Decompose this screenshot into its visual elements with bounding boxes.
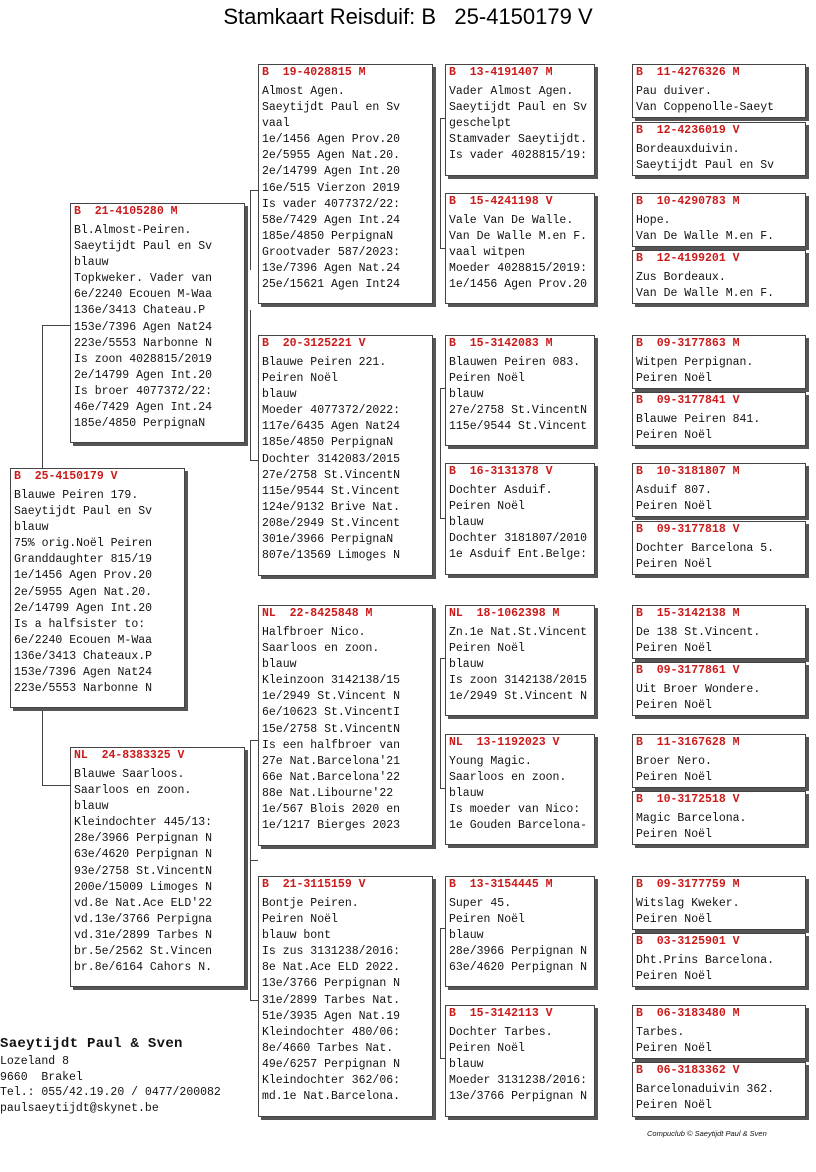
bird-name: Almost Agen. [262, 85, 345, 98]
breeder: Saarloos en zoon. [449, 771, 567, 785]
info-line: 1e/2949 St.Vincent N [262, 690, 401, 704]
connector-line [250, 310, 251, 460]
info-line: 8e/4660 Tarbes Nat. [262, 1041, 394, 1055]
breeder: Saeytijdt Paul en Sv [449, 101, 588, 115]
info-line: Is vader 4077372/22: [262, 197, 401, 211]
pedigree-card-ddss[interactable] [632, 876, 806, 930]
bird-name: Dochter Tarbes. [449, 1026, 553, 1039]
info-line: Kleindochter 445/13: [74, 816, 213, 830]
info-line: 49e/6257 Perpignan N [262, 1057, 401, 1071]
breeder: Saarloos en zoon. [74, 784, 192, 798]
info-line: 1e/2949 St.Vincent N [449, 690, 588, 704]
info-line: 153e/7396 Agen Nat24 [74, 320, 213, 334]
breeder: Peiren Noël [636, 1042, 712, 1056]
pedigree-card-ssdd[interactable] [632, 250, 806, 304]
info-line: 6e/2240 Ecouen M-Waa [14, 633, 153, 647]
bird-name: Dht.Prins Barcelona. [636, 954, 775, 967]
pedigree-card-sddd[interactable] [632, 521, 806, 575]
ring-number: B 09-3177759 M [636, 878, 740, 891]
info-line: 136e/3413 Chateaux.P [14, 649, 153, 663]
bird-name: Magic Barcelona. [636, 812, 747, 825]
pedigree-card-sds[interactable] [445, 335, 595, 446]
ring-number: NL 13-1192023 V [449, 736, 560, 749]
ring-number: B 09-3177863 M [636, 337, 740, 350]
bird-name: Witslag Kweker. [636, 897, 740, 910]
color: blauw [449, 658, 484, 672]
color: blauw [449, 516, 484, 530]
info-line: 124e/9132 Brive Nat. [262, 500, 401, 514]
color: blauw [74, 800, 109, 814]
connector-line [440, 118, 441, 248]
info-line: 136e/3413 Chateau.P [74, 304, 206, 318]
pedigree-card-sss[interactable] [445, 64, 595, 176]
bird-name: Bl.Almost-Peiren. [74, 224, 192, 237]
owner-email[interactable]: paulsaeytijdt@skynet.be [0, 1101, 159, 1115]
ring-number: B 10-3172518 V [636, 793, 740, 806]
pedigree-card-dssd[interactable] [632, 662, 806, 716]
info-line: 185e/4850 PerpignaN [262, 436, 394, 450]
connector-line [250, 190, 258, 191]
breeder: Peiren Noël [636, 642, 712, 656]
info-line: 6e/2240 Ecouen M-Waa [74, 288, 213, 302]
info-line: 117e/6435 Agen Nat24 [262, 420, 401, 434]
info-line: Topkweker. Vader van [74, 272, 213, 286]
ring-number: B 12-4199201 V [636, 252, 740, 265]
info-line: vd.31e/2899 Tarbes N [74, 928, 213, 942]
ring-number: B 15-4241198 V [449, 195, 553, 208]
info-line: 1e/567 Blois 2020 en [262, 803, 401, 817]
breeder: Peiren Noël [449, 500, 525, 514]
breeder: Peiren Noël [449, 372, 525, 386]
ring-number: NL 24-8383325 V [74, 749, 185, 762]
info-line: Moeder 3131238/2016: [449, 1074, 588, 1088]
breeder: Peiren Noël [262, 372, 338, 386]
info-line: 27e Nat.Barcelona'21 [262, 754, 401, 768]
info-line: Moeder 4077372/2022: [262, 404, 401, 418]
pedigree-card-ssds[interactable] [632, 193, 806, 247]
breeder: Peiren Noël [636, 500, 712, 514]
ring-number: B 11-3167628 M [636, 736, 740, 749]
info-line: Is vader 4028815/19: [449, 149, 588, 163]
pedigree-card-sdsd[interactable] [632, 392, 806, 446]
info-line: 1e Asduif Ent.Belge: [449, 548, 588, 562]
ring-number: B 10-4290783 M [636, 195, 740, 208]
info-line: 28e/3966 Perpignan N [449, 945, 588, 959]
bird-name: Asduif 807. [636, 484, 712, 497]
color: blauw [449, 787, 484, 801]
connector-line [250, 740, 251, 860]
bird-name: Vale Van De Walle. [449, 214, 574, 227]
page-title: Stamkaart Reisduif: B 25-4150179 V [223, 4, 593, 29]
bird-name: Pau duiver. [636, 85, 712, 98]
breeder: Van De Walle M.en F. [636, 287, 775, 301]
ring-number: B 19-4028815 M [262, 66, 366, 79]
connector-line [440, 658, 441, 788]
info-line: Is zoon 4028815/2019 [74, 352, 213, 366]
info-line: 115e/9544 St.Vincent [262, 484, 401, 498]
info-line: 185e/4850 PerpignaN [74, 417, 206, 431]
connector-line [440, 388, 441, 518]
connector-line [250, 860, 258, 861]
breeder: Saeytijdt Paul en Sv [74, 240, 213, 254]
connector-line [250, 860, 251, 1000]
breeder: Peiren Noël [636, 913, 712, 927]
pedigree-card-dd[interactable] [258, 876, 433, 1117]
info-line: 2e/14799 Agen Int.20 [74, 368, 213, 382]
pedigree-card-sd[interactable] [258, 335, 433, 576]
ring-number: NL 18-1062398 M [449, 607, 560, 620]
info-line: 28e/3966 Perpignan N [74, 832, 213, 846]
bird-name: De 138 St.Vincent. [636, 626, 761, 639]
ring-number: B 12-4236019 V [636, 124, 740, 137]
ring-number: B 15-3142113 V [449, 1007, 553, 1020]
connector-line [250, 460, 258, 461]
breeder: Saeytijdt Paul en Sv [14, 505, 153, 519]
pedigree-card-sdss[interactable] [632, 335, 806, 389]
info-line: 8e Nat.Ace ELD 2022. [262, 961, 401, 975]
info-line: 1e/1217 Bierges 2023 [262, 819, 401, 833]
pedigree-card-ddsd[interactable] [632, 933, 806, 987]
pedigree-card-sssd[interactable] [632, 122, 806, 176]
ring-number: B 16-3131378 V [449, 465, 553, 478]
ring-number: B 11-4276326 M [636, 66, 740, 79]
breeder: Van De Walle M.en F. [449, 230, 588, 244]
bird-name: Uit Broer Wondere. [636, 683, 761, 696]
bird-name: Bordeauxduivin. [636, 143, 740, 156]
breeder: Peiren Noël [449, 913, 525, 927]
info-line: Moeder 4028815/2019: [449, 262, 588, 276]
bird-name: Halfbroer Nico. [262, 626, 366, 639]
breeder: Peiren Noël [636, 1099, 712, 1113]
info-line: vd.8e Nat.Ace ELD'22 [74, 896, 213, 910]
info-line: Dochter 3142083/2015 [262, 452, 401, 466]
breeder: Peiren Noël [636, 828, 712, 842]
info-line: Kleinzoon 3142138/15 [262, 674, 401, 688]
breeder: Peiren Noël [636, 699, 712, 713]
bird-name: Hope. [636, 214, 671, 227]
info-line: 31e/2899 Tarbes Nat. [262, 993, 401, 1007]
info-line: 807e/13569 Limoges N [262, 549, 401, 563]
ring-number: B 10-3181807 M [636, 465, 740, 478]
breeder: Peiren Noël [636, 372, 712, 386]
pedigree-card-dsd[interactable] [445, 734, 595, 845]
breeder: Van De Walle M.en F. [636, 230, 775, 244]
info-line: Granddaughter 815/19 [14, 553, 153, 567]
info-line: Is a halfsister to: [14, 617, 146, 631]
info-line: Is broer 4077372/22: [74, 384, 213, 398]
info-line: 6e/10623 St.VincentI [262, 706, 401, 720]
info-line: 27e/2758 St.VincentN [449, 404, 588, 418]
bird-name: Zn.1e Nat.St.Vincent [449, 626, 588, 639]
color: blauw [74, 256, 109, 270]
info-line: 25e/15621 Agen Int24 [262, 278, 401, 292]
owner-phone: Tel.: 055/42.19.20 / 0477/200082 [0, 1086, 221, 1099]
connector-line [250, 1000, 258, 1001]
pedigree-card-subject[interactable] [10, 468, 185, 708]
ring-number: B 15-3142083 M [449, 337, 553, 350]
connector-line [250, 740, 258, 741]
color: blauw bont [262, 929, 332, 943]
breeder: Van Coppenolle-Saeyt [636, 101, 775, 115]
owner-city: 9660 Brakel [0, 1070, 83, 1084]
breeder: Peiren Noël [636, 558, 712, 572]
info-line: Is een halfbroer van [262, 738, 401, 752]
info-line: 223e/5553 Narbonne N [14, 682, 153, 696]
info-line: 93e/2758 St.VincentN [74, 864, 213, 878]
pedigree-card-sdds[interactable] [632, 463, 806, 517]
ring-number: B 09-3177841 V [636, 394, 740, 407]
pedigree-card-ss[interactable] [258, 64, 433, 304]
info-line: 1e Gouden Barcelona- [449, 819, 588, 833]
pedigree-card-dddd[interactable] [632, 1062, 806, 1117]
color: geschelpt [449, 117, 512, 131]
info-line: 2e/5955 Agen Nat.20. [262, 149, 401, 163]
connector-line [42, 785, 70, 786]
color: blauw [449, 929, 484, 943]
breeder: Peiren Noël [449, 1042, 525, 1056]
info-line: md.1e Nat.Barcelona. [262, 1090, 401, 1104]
info-line: 63e/4620 Perpignan N [74, 848, 213, 862]
info-line: br.8e/6164 Cahors N. [74, 961, 213, 975]
breeder: Saarloos en zoon. [262, 642, 380, 656]
bird-name: Blauwe Peiren 221. [262, 356, 387, 369]
bird-name: Blauwe Saarloos. [74, 768, 185, 781]
color: blauw [14, 521, 49, 535]
pedigree-card-dsds[interactable] [632, 734, 806, 788]
bird-name: Blauwen Peiren 083. [449, 356, 581, 369]
ring-number: B 06-3183362 V [636, 1064, 740, 1077]
info-line: 185e/4850 PerpignaN [262, 229, 394, 243]
color: blauw [262, 658, 297, 672]
connector-line [42, 325, 43, 468]
bird-name: Blauwe Peiren 841. [636, 413, 761, 426]
breeder: Saeytijdt Paul en Sv [636, 159, 775, 173]
pedigree-card-dam[interactable] [70, 747, 245, 987]
info-line: br.5e/2562 St.Vincen [74, 945, 213, 959]
bird-name: Witpen Perpignan. [636, 356, 754, 369]
info-line: 301e/3966 PerpignaN [262, 533, 394, 547]
pedigree-card-ddd[interactable] [445, 1005, 595, 1117]
bird-name: Dochter Asduif. [449, 484, 553, 497]
color: vaal witpen [449, 246, 525, 260]
connector-line [440, 928, 441, 1058]
bird-name: Dochter Barcelona 5. [636, 542, 775, 555]
info-line: 2e/5955 Agen Nat.20. [14, 585, 153, 599]
connector-line [250, 190, 251, 270]
ring-number: B 09-3177861 V [636, 664, 740, 677]
ring-number: NL 22-8425848 M [262, 607, 373, 620]
info-line: Kleindochter 362/06: [262, 1074, 401, 1088]
ring-number: B 13-3154445 M [449, 878, 553, 891]
info-line: 46e/7429 Agen Int.24 [74, 401, 213, 415]
connector-line [42, 708, 43, 785]
info-line: 51e/3935 Agen Nat.19 [262, 1009, 401, 1023]
info-line: 27e/2758 St.VincentN [262, 468, 401, 482]
owner-street: Lozeland 8 [0, 1055, 70, 1068]
color: blauw [449, 1058, 484, 1072]
ring-number: B 21-4105280 M [74, 205, 178, 218]
breeder: Peiren Noël [636, 429, 712, 443]
info-line: 13e/3766 Perpignan N [449, 1090, 588, 1104]
breeder: Peiren Noël [449, 642, 525, 656]
info-line: Is moeder van Nico: [449, 803, 581, 817]
ring-number: B 13-4191407 M [449, 66, 553, 79]
bird-name: Young Magic. [449, 755, 532, 768]
ring-number: B 25-4150179 V [14, 470, 118, 483]
pedigree-card-ddds[interactable] [632, 1005, 806, 1059]
info-line: 58e/7429 Agen Int.24 [262, 213, 401, 227]
bird-name: Zus Bordeaux. [636, 271, 726, 284]
owner-info [0, 1034, 221, 1116]
info-line: 66e Nat.Barcelona'22 [262, 770, 401, 784]
pedigree-card-dsdd[interactable] [632, 791, 806, 845]
footer-credit: Compuclub © Saeytijdt Paul & Sven [647, 1129, 767, 1138]
pedigree-card-dss[interactable] [445, 605, 595, 716]
ring-number: B 03-3125901 V [636, 935, 740, 948]
info-line: 1e/1456 Agen Prov.20 [262, 133, 401, 147]
info-line: 15e/2758 St.VincentN [262, 722, 401, 736]
ring-number: B 09-3177818 V [636, 523, 740, 536]
bird-name: Vader Almost Agen. [449, 85, 574, 98]
bird-name: Broer Nero. [636, 755, 712, 768]
info-line: 75% orig.Noël Peiren [14, 537, 153, 551]
info-line: Is zoon 3142138/2015 [449, 674, 588, 688]
pedigree-card-ds[interactable] [258, 605, 433, 846]
pedigree-card-ssd[interactable] [445, 193, 595, 304]
breeder: Peiren Noël [636, 771, 712, 785]
bird-name: Blauwe Peiren 179. [14, 489, 139, 502]
ring-number: B 21-3115159 V [262, 878, 366, 891]
info-line: 1e/1456 Agen Prov.20 [449, 278, 588, 292]
bird-name: Bontje Peiren. [262, 897, 359, 910]
info-line: 115e/9544 St.Vincent [449, 420, 588, 434]
info-line: 153e/7396 Agen Nat24 [14, 666, 153, 680]
info-line: Is zus 3131238/2016: [262, 945, 401, 959]
pedigree-card-dds[interactable] [445, 876, 595, 987]
connector-line [42, 325, 70, 326]
ring-number: B 20-3125221 V [262, 337, 366, 350]
breeder: Saeytijdt Paul en Sv [262, 101, 401, 115]
info-line: 16e/515 Vierzon 2019 [262, 181, 401, 195]
info-line: 88e Nat.Libourne'22 [262, 786, 394, 800]
info-line: Grootvader 587/2023: [262, 245, 401, 259]
info-line: 63e/4620 Perpignan N [449, 961, 588, 975]
info-line: vd.13e/3766 Perpigna [74, 912, 213, 926]
info-line: Kleindochter 480/06: [262, 1025, 401, 1039]
info-line: 2e/14799 Agen Int.20 [262, 165, 401, 179]
info-line: 200e/15009 Limoges N [74, 880, 213, 894]
info-line: 223e/5553 Narbonne N [74, 336, 213, 350]
info-line: 13e/3766 Perpignan N [262, 977, 401, 991]
color: blauw [449, 388, 484, 402]
breeder: Peiren Noël [262, 913, 338, 927]
info-line: Stamvader Saeytijdt. [449, 133, 588, 147]
pedigree-card-sdd[interactable] [445, 463, 595, 575]
ring-number: B 15-3142138 M [636, 607, 740, 620]
breeder: Peiren Noël [636, 970, 712, 984]
owner-name: Saeytijdt Paul & Sven [0, 1036, 183, 1052]
info-line: 208e/2949 St.Vincent [262, 516, 401, 530]
color: blauw [262, 388, 297, 402]
pedigree-card-dsss[interactable] [632, 605, 806, 659]
bird-name: Barcelonaduivin 362. [636, 1083, 775, 1096]
bird-name: Tarbes. [636, 1026, 685, 1039]
info-line: 13e/7396 Agen Nat.24 [262, 262, 401, 276]
color: vaal [262, 117, 290, 131]
pedigree-card-sire[interactable] [70, 203, 245, 443]
info-line: Dochter 3181807/2010 [449, 532, 588, 546]
ring-number: B 06-3183480 M [636, 1007, 740, 1020]
info-line: 1e/1456 Agen Prov.20 [14, 569, 153, 583]
pedigree-card-ssss[interactable] [632, 64, 806, 118]
bird-name: Super 45. [449, 897, 512, 910]
info-line: 2e/14799 Agen Int.20 [14, 601, 153, 615]
